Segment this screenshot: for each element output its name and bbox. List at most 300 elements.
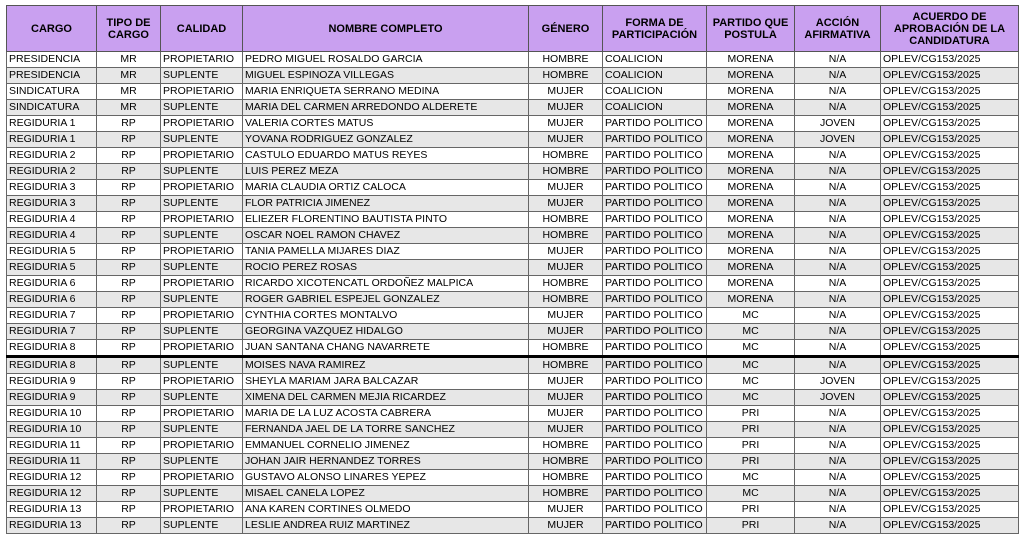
table-row (7, 390, 1019, 406)
cell-calidad: PROPIETARIO (161, 52, 243, 68)
cell-genero: MUJER (529, 244, 603, 260)
cell-forma-de-participacion: PARTIDO POLITICO (603, 470, 707, 486)
header-partido-que-postula: PARTIDO QUE POSTULA (707, 6, 795, 52)
cell-nombre-completo: JUAN SANTANA CHANG NAVARRETE (243, 340, 529, 357)
cell-partido-que-postula: PRI (707, 406, 795, 422)
cell-partido-que-postula: MORENA (707, 196, 795, 212)
cell-genero: MUJER (529, 502, 603, 518)
cell-nombre-completo: MARIA ENRIQUETA SERRANO MEDINA (243, 84, 529, 100)
table-row (7, 454, 1019, 470)
cell-nombre-completo: LUIS PEREZ MEZA (243, 164, 529, 180)
cell-cargo: PRESIDENCIA (7, 68, 97, 84)
cell-forma-de-participacion: PARTIDO POLITICO (603, 486, 707, 502)
cell-forma-de-participacion: PARTIDO POLITICO (603, 374, 707, 390)
cell-tipo-de-cargo: RP (97, 132, 161, 148)
cell-calidad: SUPLENTE (161, 100, 243, 116)
cell-nombre-completo: XIMENA DEL CARMEN MEJIA RICARDEZ (243, 390, 529, 406)
cell-partido-que-postula: MORENA (707, 244, 795, 260)
cell-forma-de-participacion: PARTIDO POLITICO (603, 518, 707, 534)
cell-forma-de-participacion: PARTIDO POLITICO (603, 244, 707, 260)
cell-tipo-de-cargo: RP (97, 390, 161, 406)
cell-nombre-completo: JOHAN JAIR HERNANDEZ TORRES (243, 454, 529, 470)
cell-forma-de-participacion: COALICION (603, 100, 707, 116)
table-row (7, 292, 1019, 308)
cell-tipo-de-cargo: MR (97, 52, 161, 68)
cell-accion-afirmativa: N/A (795, 357, 881, 374)
cell-nombre-completo: PEDRO MIGUEL ROSALDO GARCIA (243, 52, 529, 68)
cell-calidad: PROPIETARIO (161, 180, 243, 196)
cell-forma-de-participacion: PARTIDO POLITICO (603, 212, 707, 228)
cell-calidad: SUPLENTE (161, 486, 243, 502)
cell-partido-que-postula: MC (707, 308, 795, 324)
cell-tipo-de-cargo: RP (97, 276, 161, 292)
cell-genero: HOMBRE (529, 470, 603, 486)
cell-acuerdo-de-aprobacion: OPLEV/CG153/2025 (881, 164, 1019, 180)
table-row (7, 260, 1019, 276)
cell-acuerdo-de-aprobacion: OPLEV/CG153/2025 (881, 390, 1019, 406)
header-acuerdo-de-aprobacion: ACUERDO DE APROBACIÓN DE LA CANDIDATURA (881, 6, 1019, 52)
cell-tipo-de-cargo: RP (97, 486, 161, 502)
cell-accion-afirmativa: N/A (795, 438, 881, 454)
cell-tipo-de-cargo: RP (97, 357, 161, 374)
cell-acuerdo-de-aprobacion: OPLEV/CG153/2025 (881, 116, 1019, 132)
cell-acuerdo-de-aprobacion: OPLEV/CG153/2025 (881, 196, 1019, 212)
cell-tipo-de-cargo: RP (97, 244, 161, 260)
cell-nombre-completo: YOVANA RODRIGUEZ GONZALEZ (243, 132, 529, 148)
cell-forma-de-participacion: COALICION (603, 68, 707, 84)
cell-acuerdo-de-aprobacion: OPLEV/CG153/2025 (881, 502, 1019, 518)
cell-partido-que-postula: MORENA (707, 276, 795, 292)
cell-tipo-de-cargo: RP (97, 116, 161, 132)
cell-tipo-de-cargo: RP (97, 374, 161, 390)
cell-calidad: SUPLENTE (161, 196, 243, 212)
cell-genero: HOMBRE (529, 454, 603, 470)
cell-accion-afirmativa: N/A (795, 196, 881, 212)
cell-acuerdo-de-aprobacion: OPLEV/CG153/2025 (881, 486, 1019, 502)
cell-genero: HOMBRE (529, 148, 603, 164)
cell-partido-que-postula: MORENA (707, 68, 795, 84)
cell-accion-afirmativa: N/A (795, 324, 881, 340)
cell-nombre-completo: RICARDO XICOTENCATL ORDOÑEZ MALPICA (243, 276, 529, 292)
cell-tipo-de-cargo: RP (97, 324, 161, 340)
cell-nombre-completo: TANIA PAMELLA MIJARES DIAZ (243, 244, 529, 260)
cell-partido-que-postula: PRI (707, 502, 795, 518)
cell-forma-de-participacion: PARTIDO POLITICO (603, 260, 707, 276)
table-row (7, 374, 1019, 390)
cell-nombre-completo: CASTULO EDUARDO MATUS REYES (243, 148, 529, 164)
cell-tipo-de-cargo: RP (97, 164, 161, 180)
table-row (7, 116, 1019, 132)
cell-acuerdo-de-aprobacion: OPLEV/CG153/2025 (881, 132, 1019, 148)
table-row (7, 357, 1019, 374)
cell-tipo-de-cargo: RP (97, 454, 161, 470)
cell-tipo-de-cargo: RP (97, 406, 161, 422)
table-row (7, 228, 1019, 244)
cell-nombre-completo: MARIA CLAUDIA ORTIZ CALOCA (243, 180, 529, 196)
cell-nombre-completo: ROCIO PEREZ ROSAS (243, 260, 529, 276)
cell-acuerdo-de-aprobacion: OPLEV/CG153/2025 (881, 180, 1019, 196)
cell-cargo: REGIDURIA 6 (7, 276, 97, 292)
cell-tipo-de-cargo: RP (97, 228, 161, 244)
cell-tipo-de-cargo: RP (97, 470, 161, 486)
cell-partido-que-postula: MORENA (707, 180, 795, 196)
cell-calidad: SUPLENTE (161, 454, 243, 470)
cell-calidad: SUPLENTE (161, 68, 243, 84)
cell-accion-afirmativa: N/A (795, 212, 881, 228)
cell-tipo-de-cargo: RP (97, 422, 161, 438)
table-row (7, 276, 1019, 292)
cell-acuerdo-de-aprobacion: OPLEV/CG153/2025 (881, 374, 1019, 390)
table-row (7, 470, 1019, 486)
table-row (7, 84, 1019, 100)
cell-forma-de-participacion: PARTIDO POLITICO (603, 406, 707, 422)
cell-calidad: PROPIETARIO (161, 116, 243, 132)
cell-genero: MUJER (529, 196, 603, 212)
cell-forma-de-participacion: PARTIDO POLITICO (603, 132, 707, 148)
cell-partido-que-postula: MC (707, 340, 795, 357)
cell-accion-afirmativa: N/A (795, 406, 881, 422)
table-row (7, 148, 1019, 164)
cell-genero: MUJER (529, 422, 603, 438)
cell-accion-afirmativa: N/A (795, 340, 881, 357)
cell-calidad: PROPIETARIO (161, 470, 243, 486)
cell-forma-de-participacion: PARTIDO POLITICO (603, 228, 707, 244)
cell-calidad: PROPIETARIO (161, 212, 243, 228)
cell-acuerdo-de-aprobacion: OPLEV/CG153/2025 (881, 68, 1019, 84)
table-row (7, 68, 1019, 84)
cell-acuerdo-de-aprobacion: OPLEV/CG153/2025 (881, 357, 1019, 374)
cell-nombre-completo: FLOR PATRICIA JIMENEZ (243, 196, 529, 212)
cell-cargo: REGIDURIA 9 (7, 374, 97, 390)
cell-nombre-completo: OSCAR NOEL RAMON CHAVEZ (243, 228, 529, 244)
cell-nombre-completo: GEORGINA VAZQUEZ HIDALGO (243, 324, 529, 340)
cell-tipo-de-cargo: RP (97, 518, 161, 534)
cell-partido-que-postula: MORENA (707, 212, 795, 228)
cell-calidad: SUPLENTE (161, 228, 243, 244)
cell-accion-afirmativa: N/A (795, 228, 881, 244)
cell-partido-que-postula: MORENA (707, 260, 795, 276)
cell-partido-que-postula: MC (707, 324, 795, 340)
cell-genero: MUJER (529, 116, 603, 132)
candidates-table (6, 5, 1019, 534)
cell-tipo-de-cargo: RP (97, 212, 161, 228)
cell-nombre-completo: MARIA DE LA LUZ ACOSTA CABRERA (243, 406, 529, 422)
cell-forma-de-participacion: PARTIDO POLITICO (603, 116, 707, 132)
cell-partido-que-postula: MORENA (707, 132, 795, 148)
cell-cargo: SINDICATURA (7, 84, 97, 100)
cell-forma-de-participacion: PARTIDO POLITICO (603, 196, 707, 212)
cell-cargo: REGIDURIA 1 (7, 132, 97, 148)
cell-genero: MUJER (529, 100, 603, 116)
cell-cargo: REGIDURIA 12 (7, 470, 97, 486)
cell-accion-afirmativa: JOVEN (795, 132, 881, 148)
cell-acuerdo-de-aprobacion: OPLEV/CG153/2025 (881, 84, 1019, 100)
cell-partido-que-postula: MC (707, 374, 795, 390)
cell-tipo-de-cargo: MR (97, 100, 161, 116)
cell-genero: HOMBRE (529, 438, 603, 454)
cell-nombre-completo: LESLIE ANDREA RUIZ MARTINEZ (243, 518, 529, 534)
table-row (7, 244, 1019, 260)
cell-calidad: SUPLENTE (161, 357, 243, 374)
cell-accion-afirmativa: JOVEN (795, 390, 881, 406)
candidates-table-container (6, 5, 1018, 534)
cell-accion-afirmativa: JOVEN (795, 116, 881, 132)
cell-calidad: PROPIETARIO (161, 502, 243, 518)
cell-partido-que-postula: MORENA (707, 116, 795, 132)
table-body (7, 52, 1019, 534)
cell-acuerdo-de-aprobacion: OPLEV/CG153/2025 (881, 308, 1019, 324)
cell-cargo: REGIDURIA 10 (7, 422, 97, 438)
cell-tipo-de-cargo: RP (97, 502, 161, 518)
cell-cargo: REGIDURIA 4 (7, 212, 97, 228)
cell-nombre-completo: ANA KAREN CORTINES OLMEDO (243, 502, 529, 518)
cell-partido-que-postula: PRI (707, 518, 795, 534)
cell-forma-de-participacion: PARTIDO POLITICO (603, 148, 707, 164)
cell-forma-de-participacion: PARTIDO POLITICO (603, 357, 707, 374)
cell-forma-de-participacion: PARTIDO POLITICO (603, 308, 707, 324)
cell-genero: HOMBRE (529, 164, 603, 180)
cell-partido-que-postula: MORENA (707, 52, 795, 68)
cell-acuerdo-de-aprobacion: OPLEV/CG153/2025 (881, 292, 1019, 308)
cell-forma-de-participacion: COALICION (603, 52, 707, 68)
header-cargo: CARGO (7, 6, 97, 52)
cell-genero: MUJER (529, 260, 603, 276)
table-row (7, 164, 1019, 180)
cell-accion-afirmativa: N/A (795, 100, 881, 116)
header-genero: GÉNERO (529, 6, 603, 52)
table-row (7, 180, 1019, 196)
cell-calidad: PROPIETARIO (161, 340, 243, 357)
cell-cargo: REGIDURIA 12 (7, 486, 97, 502)
cell-acuerdo-de-aprobacion: OPLEV/CG153/2025 (881, 100, 1019, 116)
cell-tipo-de-cargo: RP (97, 180, 161, 196)
cell-genero: HOMBRE (529, 52, 603, 68)
cell-calidad: SUPLENTE (161, 518, 243, 534)
cell-forma-de-participacion: PARTIDO POLITICO (603, 422, 707, 438)
table-row (7, 308, 1019, 324)
cell-cargo: REGIDURIA 5 (7, 244, 97, 260)
cell-forma-de-participacion: PARTIDO POLITICO (603, 324, 707, 340)
cell-cargo: REGIDURIA 13 (7, 502, 97, 518)
cell-partido-que-postula: MORENA (707, 84, 795, 100)
cell-genero: HOMBRE (529, 340, 603, 357)
cell-accion-afirmativa: N/A (795, 486, 881, 502)
cell-genero: HOMBRE (529, 68, 603, 84)
cell-accion-afirmativa: N/A (795, 84, 881, 100)
cell-partido-que-postula: MORENA (707, 292, 795, 308)
cell-nombre-completo: ROGER GABRIEL ESPEJEL GONZALEZ (243, 292, 529, 308)
cell-calidad: SUPLENTE (161, 324, 243, 340)
cell-partido-que-postula: MORENA (707, 148, 795, 164)
cell-forma-de-participacion: COALICION (603, 84, 707, 100)
cell-calidad: SUPLENTE (161, 260, 243, 276)
table-row (7, 438, 1019, 454)
cell-cargo: REGIDURIA 8 (7, 357, 97, 374)
cell-acuerdo-de-aprobacion: OPLEV/CG153/2025 (881, 518, 1019, 534)
cell-accion-afirmativa: N/A (795, 68, 881, 84)
header-accion-afirmativa: ACCIÓN AFIRMATIVA (795, 6, 881, 52)
cell-accion-afirmativa: N/A (795, 422, 881, 438)
cell-cargo: REGIDURIA 11 (7, 454, 97, 470)
cell-nombre-completo: CYNTHIA CORTES MONTALVO (243, 308, 529, 324)
cell-tipo-de-cargo: MR (97, 68, 161, 84)
cell-tipo-de-cargo: RP (97, 196, 161, 212)
table-row (7, 406, 1019, 422)
table-row (7, 212, 1019, 228)
cell-genero: MUJER (529, 180, 603, 196)
cell-nombre-completo: MISAEL CANELA LOPEZ (243, 486, 529, 502)
cell-acuerdo-de-aprobacion: OPLEV/CG153/2025 (881, 212, 1019, 228)
header-calidad: CALIDAD (161, 6, 243, 52)
cell-accion-afirmativa: N/A (795, 180, 881, 196)
cell-cargo: REGIDURIA 6 (7, 292, 97, 308)
cell-cargo: REGIDURIA 13 (7, 518, 97, 534)
cell-accion-afirmativa: N/A (795, 148, 881, 164)
cell-genero: HOMBRE (529, 486, 603, 502)
cell-forma-de-participacion: PARTIDO POLITICO (603, 454, 707, 470)
cell-acuerdo-de-aprobacion: OPLEV/CG153/2025 (881, 276, 1019, 292)
table-row (7, 324, 1019, 340)
cell-genero: MUJER (529, 390, 603, 406)
cell-calidad: SUPLENTE (161, 422, 243, 438)
cell-cargo: REGIDURIA 9 (7, 390, 97, 406)
cell-cargo: REGIDURIA 5 (7, 260, 97, 276)
table-row (7, 422, 1019, 438)
cell-partido-que-postula: PRI (707, 438, 795, 454)
cell-forma-de-participacion: PARTIDO POLITICO (603, 390, 707, 406)
cell-accion-afirmativa: N/A (795, 502, 881, 518)
table-header-row (7, 6, 1019, 52)
cell-acuerdo-de-aprobacion: OPLEV/CG153/2025 (881, 470, 1019, 486)
cell-calidad: PROPIETARIO (161, 406, 243, 422)
cell-accion-afirmativa: N/A (795, 244, 881, 260)
cell-calidad: PROPIETARIO (161, 84, 243, 100)
cell-cargo: REGIDURIA 3 (7, 196, 97, 212)
cell-cargo: REGIDURIA 8 (7, 340, 97, 357)
cell-cargo: REGIDURIA 2 (7, 164, 97, 180)
cell-genero: HOMBRE (529, 212, 603, 228)
cell-tipo-de-cargo: RP (97, 148, 161, 164)
cell-calidad: SUPLENTE (161, 132, 243, 148)
cell-acuerdo-de-aprobacion: OPLEV/CG153/2025 (881, 260, 1019, 276)
cell-tipo-de-cargo: RP (97, 438, 161, 454)
cell-calidad: SUPLENTE (161, 292, 243, 308)
cell-cargo: REGIDURIA 7 (7, 308, 97, 324)
cell-genero: MUJER (529, 308, 603, 324)
header-tipo-de-cargo: TIPO DE CARGO (97, 6, 161, 52)
cell-tipo-de-cargo: RP (97, 308, 161, 324)
cell-tipo-de-cargo: RP (97, 292, 161, 308)
cell-calidad: SUPLENTE (161, 390, 243, 406)
cell-nombre-completo: VALERIA CORTES MATUS (243, 116, 529, 132)
cell-forma-de-participacion: PARTIDO POLITICO (603, 276, 707, 292)
cell-forma-de-participacion: PARTIDO POLITICO (603, 340, 707, 357)
table-row (7, 100, 1019, 116)
cell-genero: MUJER (529, 324, 603, 340)
cell-accion-afirmativa: N/A (795, 470, 881, 486)
cell-genero: MUJER (529, 132, 603, 148)
cell-cargo: PRESIDENCIA (7, 52, 97, 68)
cell-forma-de-participacion: PARTIDO POLITICO (603, 502, 707, 518)
cell-partido-que-postula: MC (707, 357, 795, 374)
cell-genero: HOMBRE (529, 228, 603, 244)
table-row (7, 132, 1019, 148)
cell-acuerdo-de-aprobacion: OPLEV/CG153/2025 (881, 438, 1019, 454)
cell-calidad: PROPIETARIO (161, 148, 243, 164)
cell-cargo: REGIDURIA 11 (7, 438, 97, 454)
table-row (7, 340, 1019, 357)
table-row (7, 486, 1019, 502)
cell-calidad: PROPIETARIO (161, 438, 243, 454)
cell-genero: MUJER (529, 518, 603, 534)
cell-partido-que-postula: PRI (707, 422, 795, 438)
cell-tipo-de-cargo: RP (97, 260, 161, 276)
cell-acuerdo-de-aprobacion: OPLEV/CG153/2025 (881, 406, 1019, 422)
cell-tipo-de-cargo: RP (97, 340, 161, 357)
cell-accion-afirmativa: N/A (795, 52, 881, 68)
header-forma-de-participacion: FORMA DE PARTICIPACIÓN (603, 6, 707, 52)
table-row (7, 502, 1019, 518)
cell-accion-afirmativa: N/A (795, 260, 881, 276)
cell-acuerdo-de-aprobacion: OPLEV/CG153/2025 (881, 228, 1019, 244)
cell-cargo: REGIDURIA 4 (7, 228, 97, 244)
cell-acuerdo-de-aprobacion: OPLEV/CG153/2025 (881, 52, 1019, 68)
cell-partido-que-postula: PRI (707, 454, 795, 470)
cell-forma-de-participacion: PARTIDO POLITICO (603, 292, 707, 308)
cell-nombre-completo: MARIA DEL CARMEN ARREDONDO ALDERETE (243, 100, 529, 116)
cell-partido-que-postula: MORENA (707, 100, 795, 116)
cell-genero: HOMBRE (529, 357, 603, 374)
cell-acuerdo-de-aprobacion: OPLEV/CG153/2025 (881, 422, 1019, 438)
cell-accion-afirmativa: N/A (795, 308, 881, 324)
cell-accion-afirmativa: N/A (795, 292, 881, 308)
cell-cargo: REGIDURIA 10 (7, 406, 97, 422)
cell-partido-que-postula: MORENA (707, 228, 795, 244)
cell-acuerdo-de-aprobacion: OPLEV/CG153/2025 (881, 148, 1019, 164)
cell-accion-afirmativa: N/A (795, 518, 881, 534)
cell-cargo: REGIDURIA 3 (7, 180, 97, 196)
cell-acuerdo-de-aprobacion: OPLEV/CG153/2025 (881, 454, 1019, 470)
cell-genero: MUJER (529, 406, 603, 422)
cell-forma-de-participacion: PARTIDO POLITICO (603, 180, 707, 196)
header-nombre-completo: NOMBRE COMPLETO (243, 6, 529, 52)
cell-cargo: REGIDURIA 1 (7, 116, 97, 132)
cell-tipo-de-cargo: MR (97, 84, 161, 100)
cell-partido-que-postula: MC (707, 486, 795, 502)
cell-genero: MUJER (529, 374, 603, 390)
cell-nombre-completo: ELIEZER FLORENTINO BAUTISTA PINTO (243, 212, 529, 228)
cell-nombre-completo: GUSTAVO ALONSO LINARES YEPEZ (243, 470, 529, 486)
cell-calidad: PROPIETARIO (161, 244, 243, 260)
cell-partido-que-postula: MC (707, 390, 795, 406)
cell-acuerdo-de-aprobacion: OPLEV/CG153/2025 (881, 324, 1019, 340)
cell-nombre-completo: EMMANUEL CORNELIO JIMENEZ (243, 438, 529, 454)
cell-accion-afirmativa: N/A (795, 454, 881, 470)
cell-forma-de-participacion: PARTIDO POLITICO (603, 164, 707, 180)
table-row (7, 518, 1019, 534)
cell-calidad: PROPIETARIO (161, 374, 243, 390)
cell-calidad: SUPLENTE (161, 164, 243, 180)
cell-cargo: REGIDURIA 2 (7, 148, 97, 164)
cell-partido-que-postula: MORENA (707, 164, 795, 180)
cell-acuerdo-de-aprobacion: OPLEV/CG153/2025 (881, 244, 1019, 260)
cell-nombre-completo: SHEYLA MARIAM JARA BALCAZAR (243, 374, 529, 390)
cell-nombre-completo: FERNANDA JAEL DE LA TORRE SANCHEZ (243, 422, 529, 438)
cell-calidad: PROPIETARIO (161, 308, 243, 324)
cell-forma-de-participacion: PARTIDO POLITICO (603, 438, 707, 454)
cell-nombre-completo: MOISES NAVA RAMIREZ (243, 357, 529, 374)
table-row (7, 196, 1019, 212)
